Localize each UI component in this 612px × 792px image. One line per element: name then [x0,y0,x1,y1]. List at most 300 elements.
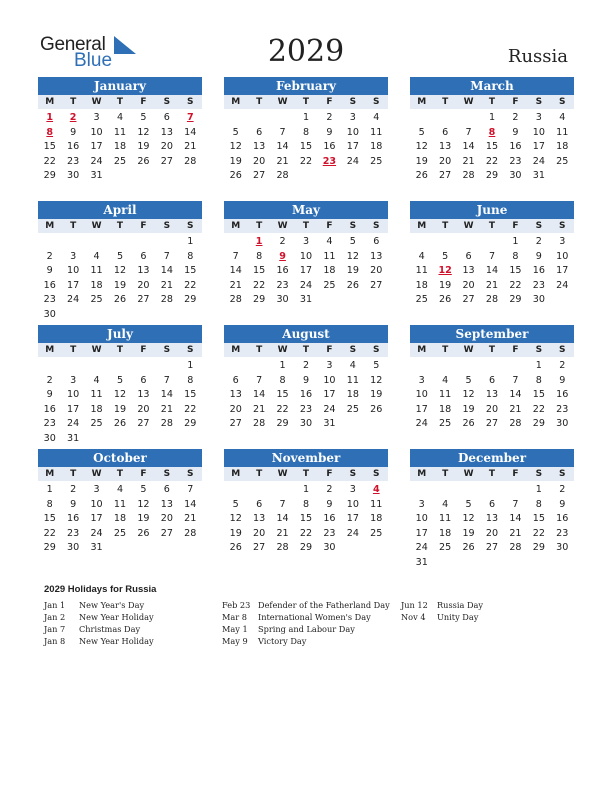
weekday-label: W [91,221,102,231]
day-cell: 5 [418,126,425,138]
empty-cell [457,111,480,126]
day-cell: 26 [137,155,150,167]
holiday-name: New Year Holiday [79,612,154,622]
day-cell: 7 [512,374,519,386]
weekday-label: T [488,97,496,107]
day-cell: 13 [253,513,266,525]
day-cell: 31 [415,556,428,568]
day-cell: 12 [415,141,428,153]
month-july [38,325,202,447]
day-cell: 12 [113,389,127,401]
empty-cell [108,235,131,250]
day-cell: 26 [113,294,127,306]
weekday-label: W [277,97,288,107]
month-april [38,201,202,323]
day-cell: 21 [160,279,173,291]
weekday-label: T [302,345,310,355]
day-cell: 20 [253,527,266,539]
day-cell: 22 [532,403,545,415]
day-cell: 10 [299,250,313,262]
day-cell: 25 [346,403,359,415]
day-cell: 9 [559,498,566,510]
day-cell: 20 [485,403,499,415]
day-grid [224,235,388,308]
day-cell: 23 [509,155,522,167]
day-cell: 2 [326,112,333,123]
weekday-label: F [326,97,333,107]
holiday-date: May 9 [222,636,248,646]
day-cell: 30 [556,418,569,430]
day-cell: 13 [370,250,383,262]
weekday-label: S [373,469,380,479]
day-cell: 23 [299,403,313,415]
weekday-row [38,343,202,357]
day-cell: 17 [323,389,336,401]
day-cell: 7 [512,498,519,510]
day-cell: 11 [90,265,103,277]
day-cell: 21 [485,279,499,291]
weekday-row [224,467,388,481]
day-cell: 8 [535,498,542,510]
day-cell: 30 [323,542,336,554]
day-cell: 14 [509,389,522,401]
holiday-entry [222,635,307,647]
day-cell: 22 [485,155,499,167]
day-cell: 22 [509,279,522,291]
day-cell: 17 [90,513,103,525]
day-cell: 2 [46,250,53,262]
month-header: August [224,325,388,343]
day-grid [224,483,388,556]
day-cell: 7 [232,250,239,262]
day-cell: 3 [418,498,425,510]
day-cell: 23 [276,279,289,291]
day-cell: 21 [184,513,197,525]
empty-cell [504,483,527,498]
empty-cell [85,359,108,374]
day-cell: 29 [276,418,289,430]
day-cell: 20 [229,403,242,415]
day-cell: 31 [532,170,545,182]
weekday-label: S [535,97,543,107]
day-cell: 10 [415,389,428,401]
day-cell: 21 [509,527,522,539]
month-october [38,449,202,556]
day-cell: 24 [556,279,569,291]
day-cell: 7 [488,250,496,262]
holiday-day-cell: 8 [488,126,496,138]
day-cell: 14 [184,126,197,138]
day-cell: 2 [559,360,566,371]
holiday-entry [44,623,141,635]
day-cell: 14 [276,141,289,153]
day-cell: 29 [43,170,56,182]
day-cell: 5 [232,126,239,138]
weekday-row [38,219,202,233]
day-cell: 15 [299,513,313,525]
day-cell: 23 [556,527,569,539]
day-cell: 5 [140,484,147,495]
day-cell: 12 [113,265,127,277]
day-cell: 23 [532,279,545,291]
weekday-label: T [70,221,77,231]
day-cell: 20 [439,155,452,167]
day-cell: 11 [439,513,452,525]
day-cell: 22 [532,527,545,539]
day-cell: 7 [163,250,170,262]
day-cell: 5 [232,498,239,510]
holiday-name: New Year's Day [79,600,145,610]
day-cell: 15 [485,141,499,153]
weekday-label: F [326,221,333,231]
holiday-date: Feb 23 [222,600,251,610]
weekday-label: S [187,469,194,479]
day-cell: 11 [113,126,127,138]
day-cell: 3 [418,374,425,386]
month-february [224,77,388,184]
day-cell: 12 [229,513,242,525]
day-cell: 31 [90,170,103,182]
day-cell: 24 [346,155,359,167]
day-cell: 24 [90,155,103,167]
day-cell: 7 [279,126,286,138]
day-cell: 23 [67,155,80,167]
day-cell: 4 [326,236,333,247]
day-cell: 30 [276,294,289,306]
day-cell: 17 [67,279,80,291]
day-cell: 24 [532,155,545,167]
weekday-label: S [373,97,380,107]
day-cell: 2 [559,484,566,495]
weekday-label: T [256,97,263,107]
day-cell: 9 [326,126,333,138]
month-header: May [224,201,388,219]
day-cell: 27 [439,170,452,182]
day-cell: 16 [556,389,569,401]
holiday-entry [44,599,145,611]
day-cell: 26 [346,279,359,291]
day-cell: 26 [462,418,475,430]
day-cell: 25 [439,542,452,554]
weekday-label: T [488,345,496,355]
weekday-label: F [512,345,519,355]
day-cell: 15 [532,513,545,525]
weekday-label: S [559,221,566,231]
day-cell: 1 [46,484,53,495]
day-cell: 7 [187,484,194,495]
empty-cell [271,483,294,498]
holiday-day-cell: 1 [46,112,54,123]
day-cell: 14 [229,265,242,277]
empty-cell [224,235,247,250]
day-cell: 24 [415,542,428,554]
day-cell: 17 [346,141,359,153]
day-cell: 25 [556,155,569,167]
day-cell: 23 [43,418,56,430]
empty-cell [38,359,61,374]
day-cell: 2 [512,112,519,123]
empty-cell [433,111,456,126]
empty-cell [480,359,503,374]
holiday-entry [44,635,154,647]
holiday-date: Jan 8 [44,636,66,646]
day-cell: 31 [299,294,313,306]
country-name: Russia [507,46,568,67]
empty-cell [224,483,247,498]
day-cell: 4 [373,112,380,123]
day-cell: 13 [485,389,499,401]
day-cell: 29 [485,170,499,182]
weekday-label: T [70,97,77,107]
day-cell: 13 [160,126,173,138]
day-cell: 15 [184,265,197,277]
holiday-column [401,599,484,623]
day-cell: 6 [465,250,472,262]
weekday-row [224,343,388,357]
weekday-label: S [559,97,566,107]
weekday-label: S [349,221,357,231]
day-cell: 16 [323,513,336,525]
logo-word-blue: Blue [74,50,113,71]
day-cell: 14 [160,265,173,277]
empty-cell [271,111,294,126]
day-cell: 29 [43,542,56,554]
day-cell: 30 [509,170,522,182]
weekday-label: S [187,345,194,355]
day-cell: 16 [276,265,289,277]
day-cell: 9 [46,265,53,277]
weekday-label: S [163,345,171,355]
holiday-entry [222,611,371,623]
empty-cell [504,359,527,374]
day-cell: 11 [323,250,336,262]
holiday-entry [44,611,154,623]
day-cell: 1 [302,112,310,123]
weekday-label: S [535,221,543,231]
day-cell: 15 [43,141,56,153]
weekday-label: T [442,345,449,355]
weekday-label: S [535,345,543,355]
day-cell: 22 [253,279,266,291]
day-cell: 19 [113,403,127,415]
day-cell: 20 [160,141,173,153]
empty-cell [61,359,84,374]
day-cell: 29 [253,294,266,306]
weekday-label: S [373,221,380,231]
day-cell: 22 [184,403,197,415]
day-cell: 27 [253,170,266,182]
weekday-row [410,467,574,481]
empty-cell [155,359,178,374]
day-cell: 18 [370,141,383,153]
weekday-label: M [417,469,427,479]
day-cell: 2 [279,236,286,247]
empty-cell [457,235,480,250]
holiday-date: Jan 1 [44,600,66,610]
day-cell: 29 [299,542,313,554]
day-cell: 15 [276,389,289,401]
holiday-day-cell: 8 [46,126,54,138]
day-cell: 15 [509,265,522,277]
day-cell: 28 [509,542,522,554]
weekday-label: W [277,221,288,231]
holiday-column [44,599,154,647]
day-cell: 18 [346,389,359,401]
day-cell: 10 [90,498,103,510]
day-cell: 16 [509,141,522,153]
day-cell: 6 [373,236,380,247]
day-cell: 1 [512,236,519,247]
day-cell: 17 [532,141,545,153]
day-cell: 18 [439,403,452,415]
day-cell: 27 [137,418,150,430]
day-cell: 25 [415,294,428,306]
day-cell: 30 [43,308,56,320]
day-cell: 4 [349,360,356,371]
day-cell: 28 [253,418,266,430]
day-cell: 17 [90,141,103,153]
holiday-date: Jan 7 [44,624,66,634]
empty-cell [410,483,433,498]
day-cell: 13 [137,389,150,401]
empty-cell [433,359,456,374]
day-cell: 24 [415,418,428,430]
holiday-name: Defender of the Fatherland Day [258,600,390,610]
weekday-label: S [349,469,357,479]
day-cell: 30 [299,418,313,430]
weekday-label: W [463,97,474,107]
day-cell: 10 [67,389,80,401]
weekday-label: S [373,345,380,355]
empty-cell [433,483,456,498]
day-cell: 22 [184,279,197,291]
holiday-date: Jun 12 [401,600,428,610]
holidays-title: 2029 Holidays for Russia [44,584,157,595]
month-header: April [38,201,202,219]
weekday-label: F [512,221,519,231]
month-august [224,325,388,432]
day-cell: 21 [253,403,266,415]
day-cell: 25 [370,155,383,167]
weekday-label: F [140,345,147,355]
day-cell: 12 [137,126,150,138]
day-grid [224,111,388,184]
day-cell: 25 [113,155,127,167]
day-cell: 20 [370,265,383,277]
day-cell: 21 [462,155,475,167]
weekday-label: T [488,469,496,479]
day-cell: 18 [415,279,428,291]
empty-cell [85,235,108,250]
day-cell: 2 [302,360,310,371]
weekday-row [38,95,202,109]
day-cell: 25 [370,527,383,539]
day-cell: 18 [439,527,452,539]
weekday-label: F [512,469,519,479]
day-cell: 28 [276,542,289,554]
empty-cell [132,359,155,374]
day-cell: 1 [535,484,542,495]
day-cell: 24 [299,279,313,291]
month-november [224,449,388,556]
day-cell: 27 [137,294,150,306]
day-cell: 8 [512,250,519,262]
day-cell: 9 [326,498,333,510]
day-cell: 20 [485,527,499,539]
weekday-label: T [256,345,263,355]
day-cell: 7 [279,498,286,510]
holiday-entry [401,599,484,611]
day-cell: 6 [163,484,170,495]
weekday-row [38,467,202,481]
day-cell: 6 [256,498,263,510]
holiday-date: Nov 4 [401,612,426,622]
weekday-label: M [45,345,55,355]
day-cell: 19 [113,279,127,291]
day-cell: 18 [323,265,336,277]
weekday-label: M [231,469,241,479]
empty-cell [61,235,84,250]
holiday-name: Spring and Labour Day [258,624,355,634]
day-cell: 13 [439,141,452,153]
weekday-label: M [231,221,241,231]
day-grid [410,483,574,571]
day-cell: 20 [137,403,150,415]
day-cell: 7 [465,126,472,138]
day-cell: 8 [279,374,286,386]
day-cell: 2 [326,484,333,495]
day-cell: 4 [116,484,124,495]
day-cell: 26 [229,542,242,554]
day-cell: 13 [253,141,266,153]
day-cell: 26 [415,170,428,182]
day-cell: 24 [90,527,103,539]
day-cell: 17 [556,265,569,277]
day-cell: 6 [488,374,496,386]
day-cell: 20 [253,155,266,167]
day-cell: 29 [184,418,197,430]
day-cell: 5 [373,360,380,371]
empty-cell [247,111,270,126]
day-cell: 2 [46,374,53,386]
day-cell: 3 [70,250,77,262]
day-cell: 18 [90,403,103,415]
weekday-label: S [187,221,194,231]
day-cell: 14 [160,389,173,401]
day-cell: 10 [346,498,359,510]
weekday-label: W [277,469,288,479]
day-cell: 25 [439,418,452,430]
day-cell: 4 [559,112,566,123]
empty-cell [410,235,433,250]
day-cell: 1 [535,360,542,371]
holiday-name: Unity Day [437,612,479,622]
day-cell: 10 [67,265,80,277]
holiday-day-cell: 9 [279,250,286,262]
day-cell: 8 [535,374,542,386]
empty-cell [480,235,503,250]
weekday-label: S [163,469,171,479]
weekday-label: T [116,97,124,107]
day-cell: 5 [140,112,147,123]
day-cell: 27 [485,418,499,430]
day-cell: 13 [229,389,242,401]
day-cell: 3 [559,236,566,247]
day-cell: 19 [229,527,242,539]
day-cell: 28 [509,418,522,430]
day-cell: 30 [67,170,80,182]
weekday-label: W [463,345,474,355]
